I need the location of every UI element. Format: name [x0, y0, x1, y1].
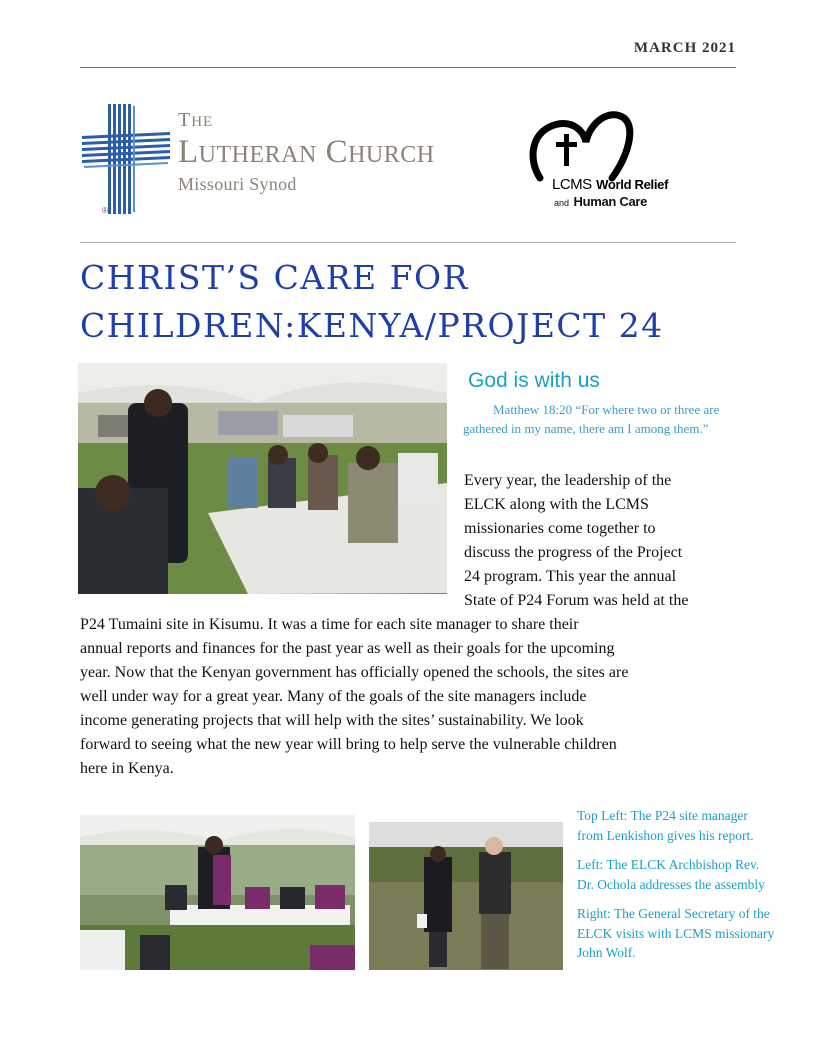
wrhc-lcms: LCMS — [552, 176, 592, 193]
body-line: missionaries come together to — [464, 520, 656, 537]
body-line: Every year, the leadership of the — [464, 472, 672, 489]
body-line: discuss the progress of the Project — [464, 544, 683, 561]
lcms-initial-l: L — [178, 134, 199, 170]
body-line: 24 program. This year the annual — [464, 568, 677, 585]
title-line-2: CHILDREN:KENYA/PROJECT 24 — [80, 306, 664, 345]
lcms-initial-c: C — [325, 134, 349, 170]
top-divider — [80, 67, 736, 68]
body-line: ELCK along with the LCMS — [464, 496, 649, 513]
body-line: P24 Tumaini site in Kisumu. It was a time for each site manager to share their — [80, 616, 579, 633]
article-subhead: God is with us — [468, 369, 600, 392]
body-line: well under way for a great year. Many of the goals of the site managers include — [80, 688, 587, 705]
scripture-verse: Matthew 18:20 “For where two or three are gathered in my name, there am I among them.” — [463, 402, 720, 436]
title-line-1: CHRIST’S CARE FOR — [80, 258, 469, 297]
body-line: income generating projects that will help with the sites’ sustainability. We look — [80, 712, 584, 729]
wrhc-human-care: Human Care — [573, 194, 648, 209]
issue-date: MARCH 2021 — [633, 40, 736, 56]
body-line: forward to seeing what the new year will bring to help serve the vulnerable children — [80, 736, 617, 753]
lcms-rest-1: UTHERAN — [198, 142, 317, 168]
caption-top-left: Top Left: The P24 site manager from Lenkishon gives his report. — [577, 808, 754, 843]
lcms-church-name — [178, 134, 435, 173]
lcms-the-initial: T — [178, 109, 192, 131]
photo-general-secretary-visit — [369, 822, 563, 970]
lcms-cross-icon — [80, 100, 175, 220]
photo-site-manager-report — [78, 363, 447, 594]
lcms-synod: Missouri Synod — [178, 174, 297, 194]
lcms-logo — [80, 100, 490, 220]
lcms-wordmark — [178, 108, 435, 195]
caption-left: Left: The ELCK Archbishop Rev. Dr. Ochola addresses the assembly — [577, 857, 765, 892]
body-line: annual reports and finances for the past year as well as their goals for the upcoming — [80, 640, 615, 657]
caption-right: Right: The General Secretary of the ELCK visits with LCMS missionary John Wolf. — [577, 906, 775, 960]
photo-archbishop-addresses — [80, 815, 355, 970]
lcms-the-rest: HE — [191, 114, 214, 130]
page-title — [80, 254, 740, 350]
wrhc-and: and — [554, 198, 570, 208]
body-line: State of P24 Forum was held at the — [464, 592, 689, 609]
wrhc-line2 — [554, 193, 647, 211]
header-divider — [80, 242, 736, 243]
wrhc-logo — [528, 108, 728, 208]
body-line: here in Kenya. — [80, 760, 174, 777]
lcms-the — [178, 108, 435, 134]
photo-captions — [577, 806, 777, 973]
body-line: year. Now that the Kenyan government has officially opened the schools, the sites are — [80, 664, 629, 681]
registered-mark: ® — [102, 206, 108, 215]
lcms-rest-2: HURCH — [348, 142, 435, 168]
wrhc-line1 — [552, 176, 668, 194]
wrhc-world-relief: World Relief — [596, 177, 669, 192]
